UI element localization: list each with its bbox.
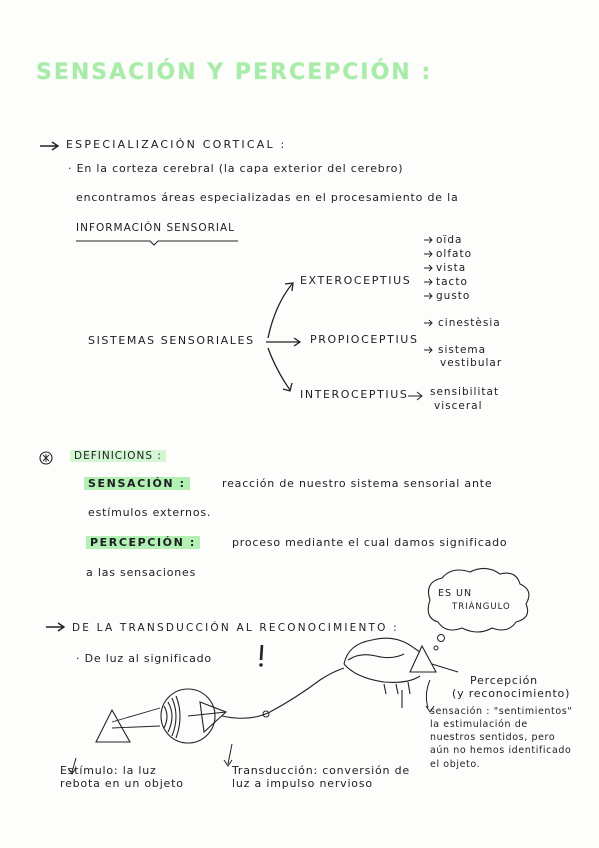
leaf-item: cinestèsia [438, 317, 501, 329]
sensacion-note: aún no hemos identificado [430, 745, 572, 756]
sensacion-label: SENSACIÓN : [84, 477, 190, 490]
branch-label-exteroceptius: EXTEROCEPTIUS [300, 274, 412, 287]
exclamation-mark [261, 645, 262, 660]
section-heading-transduccion: DE LA TRANSDUCCIÓN AL RECONOCIMIENTO : [72, 622, 399, 634]
leaf-item: olfato [436, 248, 473, 260]
leaf-item: tacto [436, 276, 468, 288]
percepcion-term [86, 536, 200, 549]
eye-drawing [161, 689, 226, 743]
transduccion-caption: luz a impulso nervioso [232, 777, 373, 790]
percepcion-label: PERCEPCIÓN : [86, 536, 200, 549]
leaf-item: vestibular [440, 357, 503, 369]
arrow-right-icon [46, 623, 64, 631]
paragraph-line: encontramos áreas especializadas en el procesamiento de la [76, 191, 459, 204]
sensacion-note: sensación : "sentimientos" [430, 706, 573, 717]
subitem-line: · De luz al significado [76, 652, 212, 665]
branch-arrow-intero [268, 348, 290, 390]
page-title: SENSACIÓN Y PERCEPCIÓN : [36, 60, 433, 85]
sensacion-definition: estímulos externos. [88, 506, 212, 519]
optic-nerve [222, 668, 344, 718]
sensacion-note: el objeto. [430, 759, 481, 770]
thought-cloud [428, 568, 529, 632]
item-arrows [408, 237, 432, 400]
section-heading-definicions [70, 450, 166, 462]
percepcion-label: Percepción [470, 674, 538, 687]
branch-label-propioceptius: PROPIOCEPTIUS [310, 333, 419, 346]
arrow-right-icon [40, 142, 58, 150]
sensacion-note: la estimulación de [430, 719, 528, 730]
leaf-item: sistema [438, 344, 487, 356]
leaf-item: vista [436, 262, 467, 274]
paragraph-line: INFORMACIÓN SENSORIAL [76, 222, 236, 234]
percepcion-definition: a las sensaciones [86, 566, 197, 579]
triangle-perceived [410, 646, 436, 672]
estimulo-caption: Estímulo: la luz [60, 764, 157, 777]
section-heading-cortical: ESPECIALIZACIÓN CORTICAL : [66, 138, 287, 151]
diagram-root: SISTEMAS SENSORIALES [88, 334, 255, 347]
leaf-item: gusto [436, 290, 471, 302]
paragraph-line: · En la corteza cerebral (la capa exterior del cerebro) [68, 162, 404, 175]
percepcion-label: (y reconocimiento) [452, 687, 571, 700]
transduccion-caption: Transducción: conversión de [232, 764, 410, 777]
leaf-item: oïda [436, 234, 463, 246]
sensacion-term [84, 477, 190, 490]
thought-text: ES UN [438, 588, 473, 599]
branch-label-interoceptius: INTEROCEPTIUS [300, 388, 409, 401]
leaf-item: sensibilitat [430, 386, 500, 398]
sensacion-note: nuestros sentidos, pero [430, 732, 556, 743]
triangle-stimulus [96, 710, 130, 742]
percepcion-definition: proceso mediante el cual damos significado [232, 536, 508, 549]
estimulo-caption: rebota en un objeto [60, 777, 184, 790]
leaf-item: visceral [434, 400, 483, 412]
brain-drawing [344, 638, 420, 708]
circled-asterisk-icon [40, 452, 52, 464]
thought-text: TRIÁNGULO [452, 602, 511, 612]
brace-underline [76, 241, 238, 245]
definicions-label: DEFINICIONS : [70, 450, 166, 462]
sensacion-definition: reacción de nuestro sistema sensorial ante [222, 477, 493, 490]
branch-arrow-extero [268, 284, 292, 338]
